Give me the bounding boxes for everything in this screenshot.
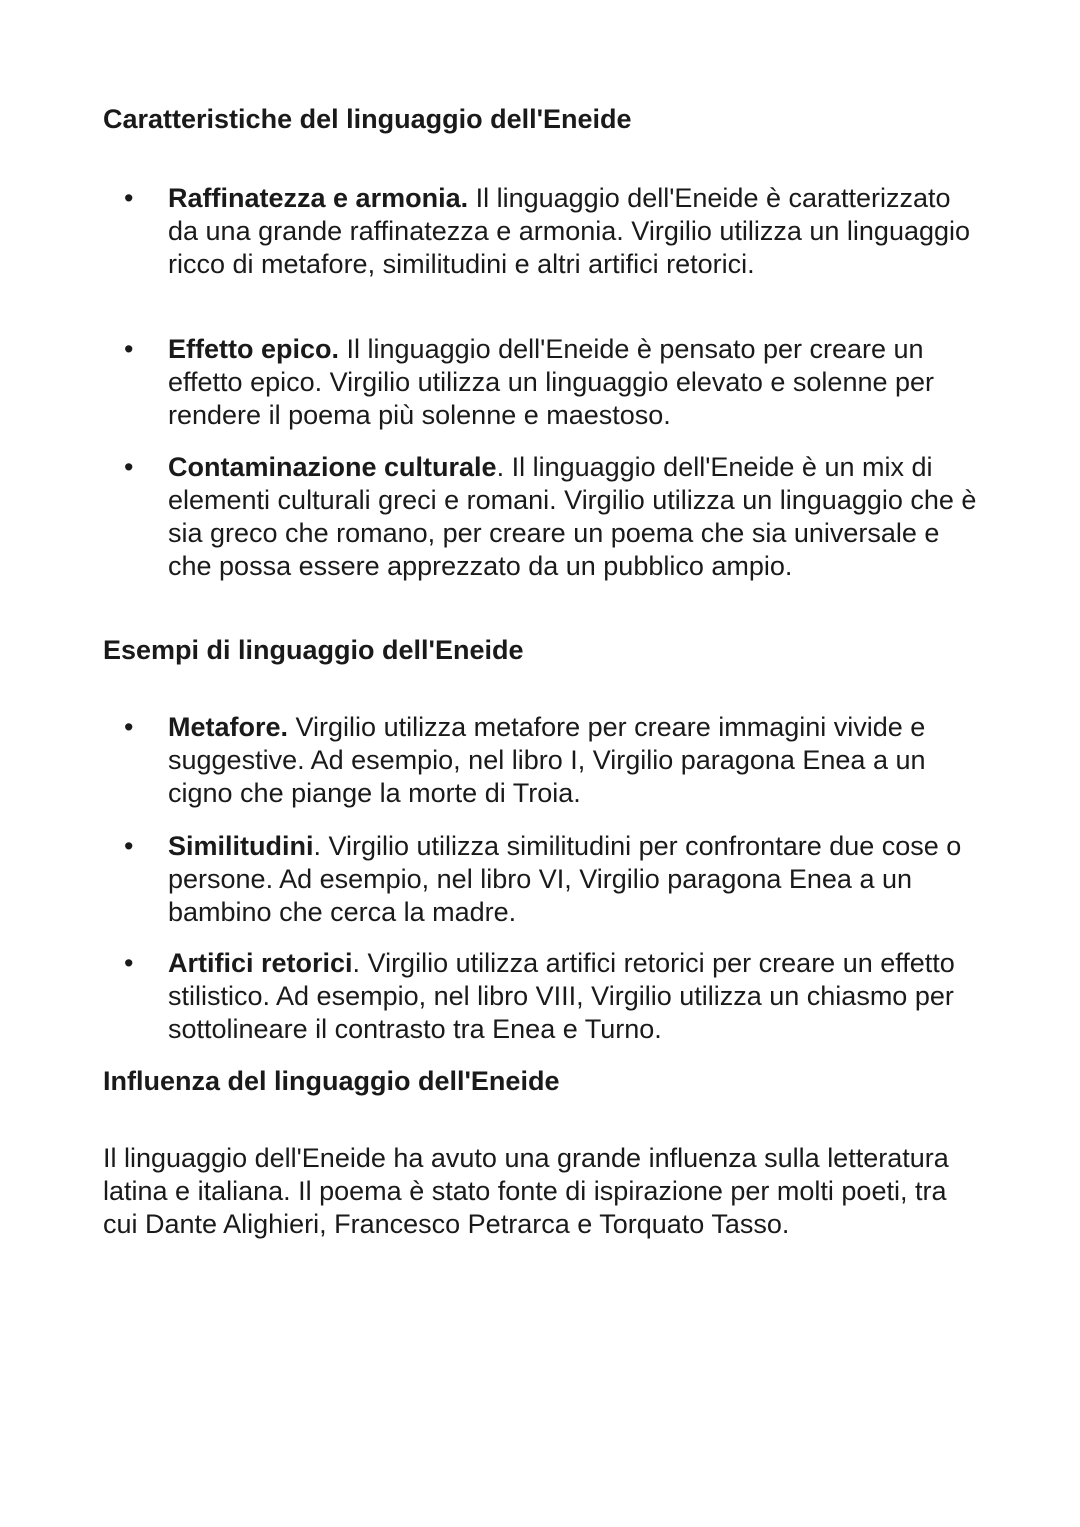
list-item-text: . Il linguaggio dell'Eneide è un mix di elementi culturali greci e romani. Virgilio utilizza un linguaggio che è sia greco che romano, per creare un poema che sia universale e che possa essere apprezzato da un pubblico ampio. [168, 452, 977, 581]
list-item-term: Effetto epico. [168, 334, 340, 364]
bullet-icon: • [124, 452, 134, 482]
list-item-text: . Virgilio utilizza similitudini per confrontare due cose o persone. Ad esempio, nel libro VI, Virgilio paragona Enea a un bambino che cerca la madre. [168, 831, 962, 927]
bullet-icon: • [124, 183, 134, 213]
list-item-term: Similitudini [168, 831, 314, 861]
section-heading-caratteristiche: Caratteristiche del linguaggio dell'Eneide [103, 104, 632, 134]
list-item-term: Raffinatezza e armonia. [168, 183, 469, 213]
bullet-icon: • [124, 831, 134, 861]
list-item-raffinatezza [124, 182, 988, 281]
list-item-effetto-epico [124, 333, 988, 432]
list-item-text: Il linguaggio dell'Eneide è caratterizzato da una grande raffinatezza e armonia. Virgilio utilizza un linguaggio ricco di metafore, similitudini e altri artifici retorici. [168, 183, 971, 279]
list-item-text: Il linguaggio dell'Eneide è pensato per creare un effetto epico. Virgilio utilizza un linguaggio elevato e solenne per rendere il poema più solenne e maestoso. [168, 334, 935, 430]
list-item-artifici [124, 947, 988, 1046]
list-item-text: . Virgilio utilizza artifici retorici per creare un effetto stilistico. Ad esempio, nel libro VIII, Virgilio utilizza un chiasmo per sottolineare il contrasto tra Enea e Turno. [168, 948, 955, 1044]
section-heading-influenza: Influenza del linguaggio dell'Eneide [103, 1066, 560, 1096]
list-item-term: Contaminazione culturale [168, 452, 497, 482]
influenza-paragraph: Il linguaggio dell'Eneide ha avuto una grande influenza sulla letteratura latina e italiana. Il poema è stato fonte di ispirazione per molti poeti, tra cui Dante Alighieri, Francesco Petrarca e Torquato Tasso. [103, 1143, 949, 1239]
list-item-term: Artifici retorici [168, 948, 353, 978]
section-heading-esempi: Esempi di linguaggio dell'Eneide [103, 635, 524, 665]
list-item-text: Virgilio utilizza metafore per creare immagini vivide e suggestive. Ad esempio, nel libro I, Virgilio paragona Enea a un cigno che piange la morte di Troia. [168, 712, 926, 808]
list-item-term: Metafore. [168, 712, 289, 742]
bullet-icon: • [124, 334, 134, 364]
bullet-icon: • [124, 712, 134, 742]
bullet-icon: • [124, 948, 134, 978]
list-item-contaminazione [124, 451, 988, 583]
list-item-metafore [124, 711, 988, 810]
list-item-similitudini [124, 830, 988, 929]
